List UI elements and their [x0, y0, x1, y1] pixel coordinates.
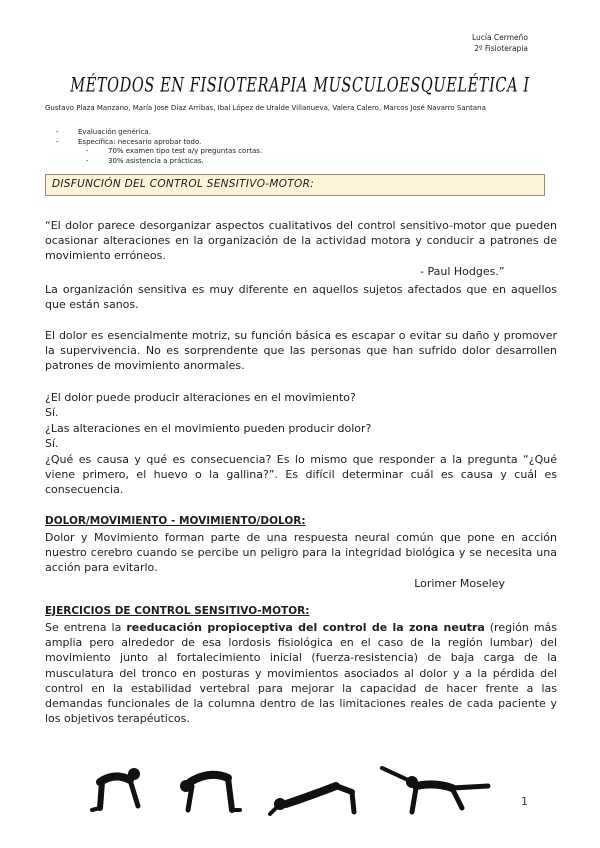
list-item: - Evaluación genérica.: [56, 128, 151, 136]
quote-author: - Paul Hodges.”: [420, 265, 505, 278]
course-label: 2º Fisioterapia: [474, 44, 528, 53]
exercise-figure-plank: [180, 775, 240, 810]
heading-dolor-movimiento: DOLOR/MOVIMIENTO - MOVIMIENTO/DOLOR:: [45, 515, 306, 527]
list-item: - Específica: necesario aprobar todo.: [56, 137, 202, 146]
ejercicios-paragraph: Se entrena la reeducación propioceptiva del control de la zona neutra (región más amplia pero alrededor de esa lordosis fisiológica en el caso de la región lumbar) del movimiento junto al fortalecimiento inicial (fuerza-resistencia) de baja carga de la musculatura del tronco en posturas y movimientos asociados al dolor y a la pérdida del control en la estabilidad vertebral para mejorar la capacidad de hacer frente a las demandas funcionales de la columna dentro de las limitaciones reales de cada paciente y los objetivos terapéuticos.: [45, 621, 558, 726]
exercise-illustrations: [90, 760, 510, 820]
ejercicios-bold-phrase: reeducación propioceptiva del control de la zona neutra: [126, 621, 485, 634]
question-1: ¿El dolor puede producir alteraciones en el movimiento?: [45, 391, 356, 404]
professors-list: Gustavo Plaza Manzano, María Jose Díaz Arribas, Ibai López de Uralde Villanueva, Valera Calero, Marcos José Navarro Santana: [45, 104, 486, 112]
author-name: Lucía Cermeño: [471, 33, 528, 42]
page-title: MÉTODOS EN FISIOTERAPIA MUSCULOESQUELÉTICA I: [70, 75, 530, 97]
exercise-figure-quadruped: [92, 768, 140, 810]
quote-paragraph: “El dolor parece desorganizar aspectos cualitativos del control sensitivo-motor que pueden ocasionar alteraciones en la organización de la actividad motora y conducir a patrones de movimiento erróneos.: [45, 219, 557, 263]
list-item: - 70% examen tipo test a/y preguntas cortas.: [86, 147, 263, 156]
section-heading-box: [45, 174, 545, 196]
list-item: - 30% asistencia a prácticas.: [86, 156, 204, 165]
dolor-paragraph: Dolor y Movimiento forman parte de una respuesta neural común que pone en acción nuestro cerebro cuando se percibe un peligro para la integridad biológica y se necesita una acción para evitarlo.: [45, 531, 557, 575]
cause-paragraph: ¿Qué es causa y qué es consecuencia? Es lo mismo que responder a la pregunta “¿Qué viene primero, el huevo o la gallina?”. Es difícil determinar cuál es causa y cuál es consecuencia.: [45, 453, 557, 497]
moseley-attribution: Lorimer Moseley: [414, 577, 505, 590]
exercise-figure-bird-dog: [382, 768, 488, 812]
sensitive-paragraph: La organización sensitiva es muy diferente en aquellos sujetos afectados que en aquellos que están sanos.: [45, 283, 557, 312]
answer-1: Sí.: [45, 406, 59, 419]
heading-ejercicios: EJERCICIOS DE CONTROL SENSITIVO-MOTOR:: [45, 605, 310, 617]
pain-paragraph: El dolor es esencialmente motriz, su función básica es escapar o evitar su daño y promover la supervivencia. No es sorprendente que las personas que han sufrido dolor desarrollen patrones de movimiento anormales.: [45, 329, 557, 373]
exercise-figure-bridge: [270, 786, 354, 814]
section-heading: DISFUNCIÓN DEL CONTROL SENSITIVO-MOTOR:: [52, 178, 315, 190]
answer-2: Sí.: [45, 437, 59, 450]
page-number: 1: [521, 795, 528, 808]
evaluation-list: [56, 128, 262, 166]
author-block: [472, 32, 528, 54]
question-2: ¿Las alteraciones en el movimiento pueden producir dolor?: [45, 422, 372, 435]
